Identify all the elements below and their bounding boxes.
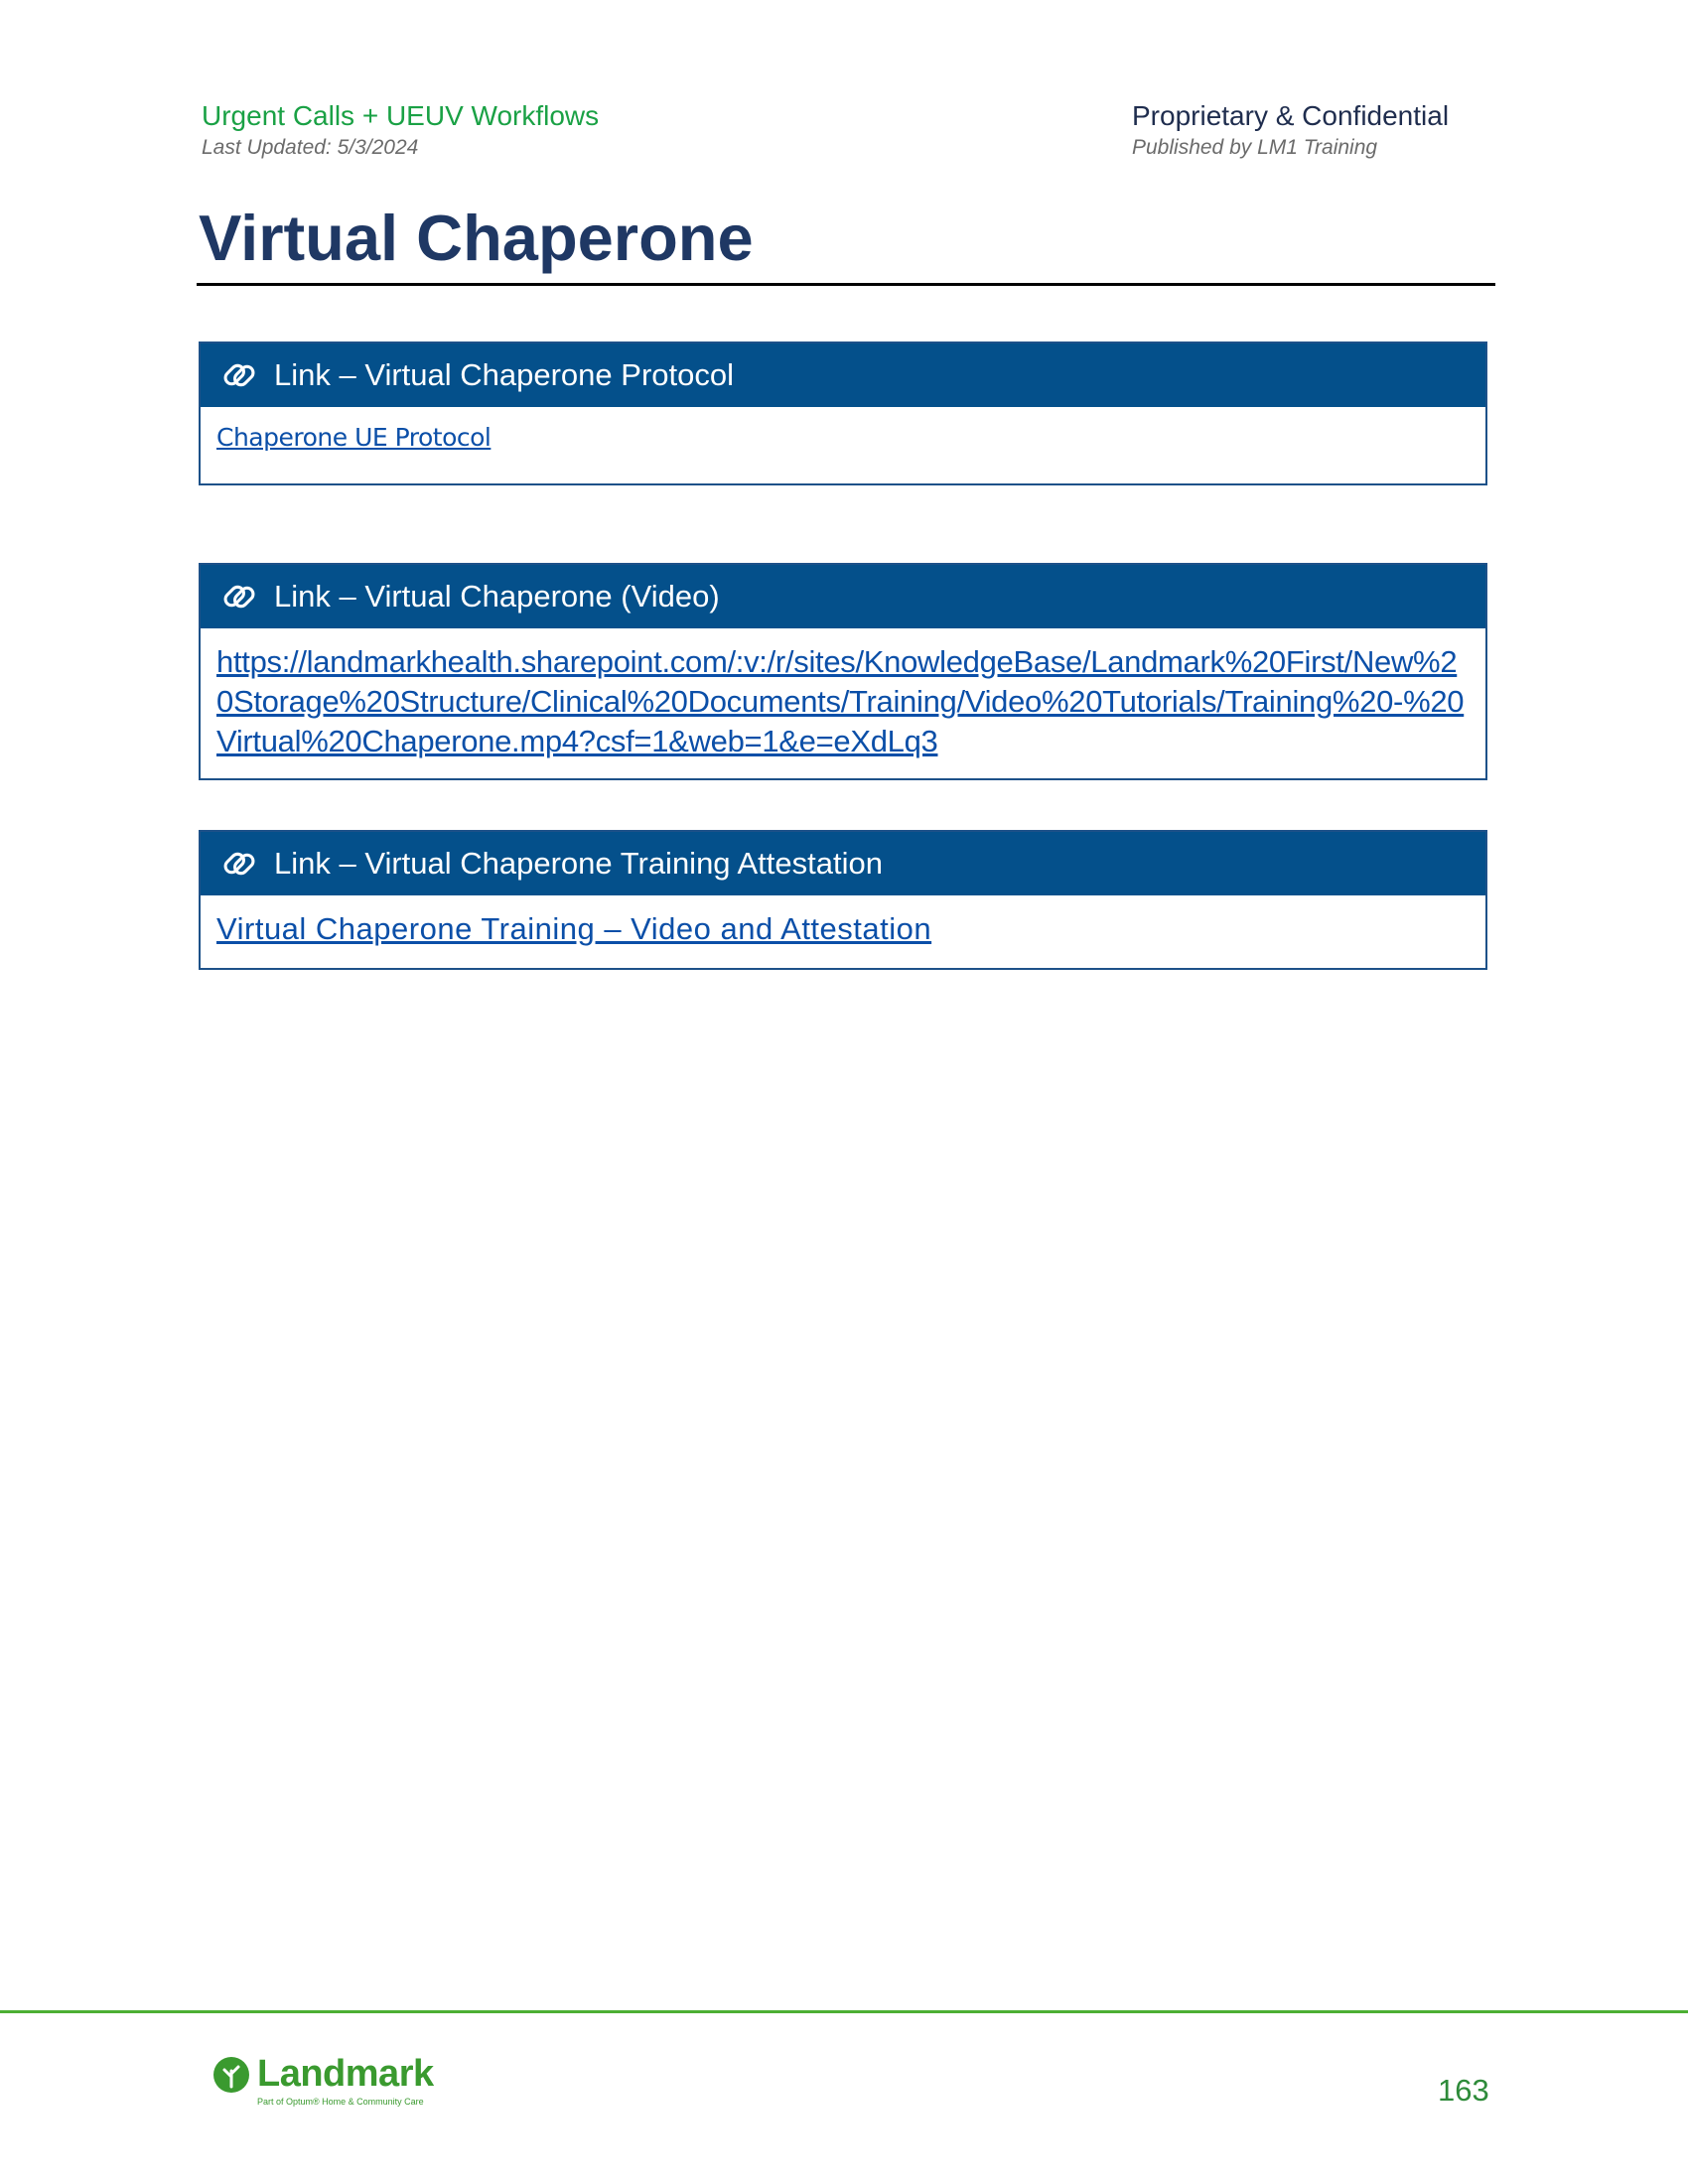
video-url-link[interactable]: https://landmarkhealth.sharepoint.com/:v:/r/sites/KnowledgeBase/Landmark%20First/New%20Storage%20Structure/Clinical%20Documents/Training/Video%20Tutorials/Training%20-%20Virtual%20Chaperone.mp4?csf=1&web=1&e=eXdLq3 [216, 644, 1465, 758]
tree-icon [211, 2055, 251, 2095]
header-left [202, 99, 599, 163]
card-header [201, 343, 1485, 407]
link-card-protocol [199, 341, 1487, 485]
confidential-label: Proprietary & Confidential [1132, 100, 1450, 131]
landmark-logo [211, 2053, 450, 2113]
title-divider [197, 283, 1495, 286]
link-icon [220, 578, 258, 615]
chaperone-protocol-link[interactable]: Chaperone UE Protocol [216, 423, 492, 452]
doc-title: Urgent Calls + UEUV Workflows [202, 100, 600, 131]
card-heading: Link – Virtual Chaperone Protocol [274, 357, 734, 392]
link-icon [220, 845, 258, 883]
card-header [201, 832, 1485, 895]
page-number: 163 [1438, 2073, 1489, 2108]
last-updated: Last Updated: 5/3/2024 [202, 136, 419, 159]
card-heading: Link – Virtual Chaperone Training Attestation [274, 846, 883, 881]
training-attestation-link[interactable]: Virtual Chaperone Training – Video and Attestation [216, 911, 932, 946]
card-header [201, 565, 1485, 628]
footer-divider [0, 2010, 1688, 2013]
link-icon [220, 356, 258, 394]
header-right [1132, 99, 1449, 163]
link-card-video [199, 563, 1487, 780]
published-by: Published by LM1 Training [1132, 136, 1378, 159]
logo-wordmark: Landmark [257, 2053, 434, 2095]
link-card-attestation [199, 830, 1487, 970]
logo-tagline: Part of Optum® Home & Community Care [257, 2097, 424, 2107]
page-title: Virtual Chaperone [199, 202, 754, 274]
card-heading: Link – Virtual Chaperone (Video) [274, 579, 720, 614]
